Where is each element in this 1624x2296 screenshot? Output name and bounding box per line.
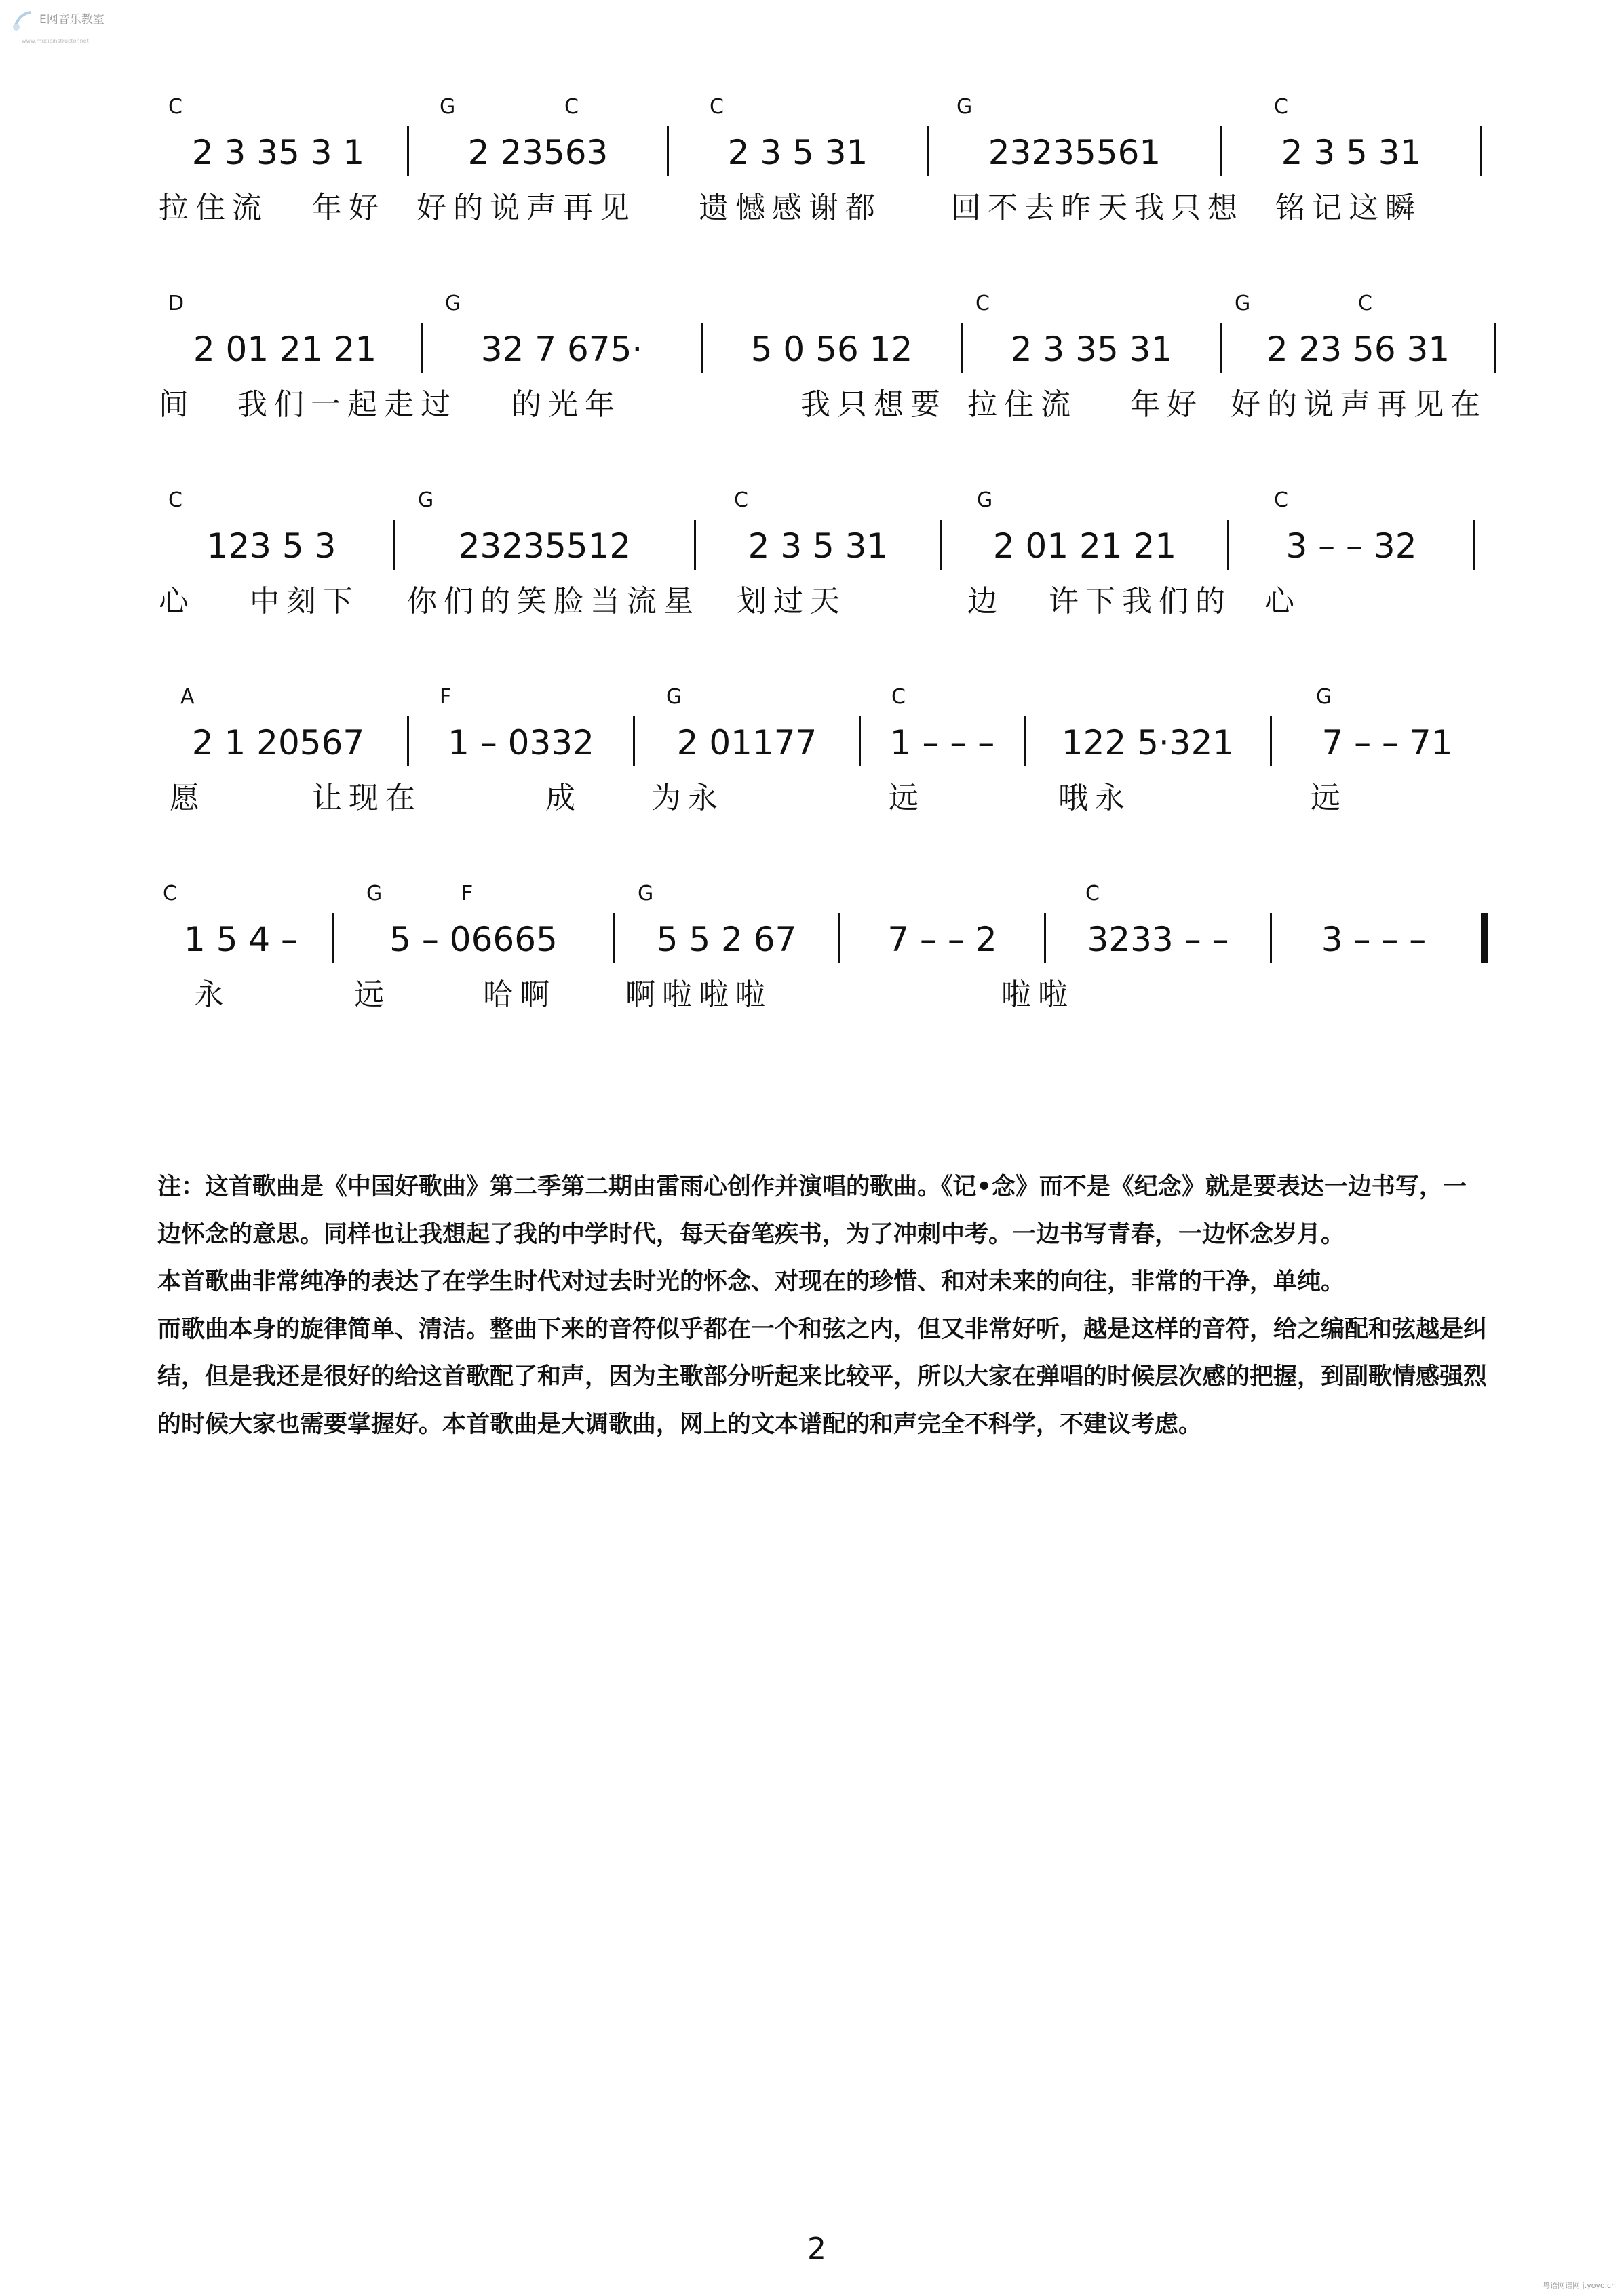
lyric: 拉住流 [967, 387, 1077, 422]
measure: 5 – 06665 [389, 920, 558, 959]
measure: 3233 – – [1087, 920, 1229, 959]
chord: G [366, 882, 383, 906]
note-paragraph: 而歌曲本身的旋律简单、清洁。整曲下来的音符似乎都在一个和弦之内，但又非常好听，越是这样的音符，给之编配和弦越是纠结，但是我还是很好的给这首歌配了和声，因为主歌部分听起来比较平，所以大家在弹唱的时候层次感的把握，到副歌情感强烈的时候大家也需要掌握好。本首歌曲是大调歌曲，网上的文本谱配的和声完全不科学，不建议考虑。 [157, 1316, 1488, 1438]
chord: G [977, 488, 993, 512]
measure: 5 0 56 12 [750, 330, 913, 369]
measure: 7 – – 2 [887, 920, 997, 959]
lyric: 远 [354, 977, 391, 1012]
bar-line [1473, 520, 1475, 570]
lyric: 啦啦 [1001, 977, 1075, 1012]
measure: 1 – 0332 [448, 723, 594, 762]
lyric: 好的说声再见 [417, 191, 636, 225]
final-bar-line [1481, 913, 1488, 963]
chord: G [1316, 685, 1332, 709]
lyric: 年好 [312, 191, 385, 225]
watermark: 粤语网谱网 j.yoyo.cn [1543, 2281, 1616, 2290]
chord: C [1274, 488, 1288, 512]
logo-url: www.musicinstructor.net [22, 38, 89, 44]
song-notes [157, 1163, 1487, 1448]
logo-text: E网音乐教室 [39, 13, 104, 26]
lyric: 边 [967, 584, 1004, 619]
measure: 2 3 35 3 1 [191, 133, 365, 172]
lyric: 我只想要 [800, 387, 947, 422]
measure: 2 3 5 31 [727, 133, 868, 172]
measure: 2 01 21 21 [193, 330, 377, 369]
lyric: 啊啦啦啦 [625, 977, 772, 1012]
chord: F [461, 882, 473, 906]
chord: G [418, 488, 434, 512]
measure: 23235512 [458, 526, 632, 566]
lyric: 永 [194, 977, 231, 1012]
chord: C [891, 685, 906, 709]
chord: C [1358, 292, 1372, 315]
lyric: 心 [1264, 584, 1301, 619]
music-note-icon [9, 7, 37, 34]
measure: 3 – – – [1321, 920, 1427, 959]
lyric: 划过天 [737, 584, 847, 619]
lyric: 远 [1311, 781, 1347, 815]
chord: C [168, 95, 182, 119]
lyric: 许下我们的 [1049, 584, 1232, 619]
measure: 7 – – 71 [1321, 723, 1453, 762]
chord: C [1085, 882, 1100, 906]
lyric: 间 [159, 387, 195, 422]
lyric: 拉住流 [159, 191, 269, 225]
measure: 32 7 675· [480, 330, 643, 369]
chord: F [440, 685, 452, 709]
lyric: 遗憾感谢都 [699, 191, 882, 225]
chord: G [666, 685, 682, 709]
measure: 2 01 21 21 [992, 526, 1177, 566]
lyric: 为永 [651, 781, 724, 815]
chord: C [1274, 95, 1288, 119]
measure: 123 5 3 [206, 526, 336, 566]
lyric: 让现在 [312, 781, 422, 815]
chord: C [564, 95, 579, 119]
chord: C [975, 292, 990, 315]
note-paragraph: 注：这首歌曲是《中国好歌曲》第二季第二期由雷雨心创作并演唱的歌曲。《记•念》而不是《纪念》就是要表达一边书写，一边怀念的意思。同样也让我想起了我的中学时代，每天奋笔疾书，为了冲刺中考。一边书写青春，一边怀念岁月。 [157, 1173, 1467, 1248]
chord: C [168, 488, 182, 512]
measure: 2 3 5 31 [1281, 133, 1422, 172]
lyric: 你们的笑脸当流星 [407, 584, 700, 619]
measure: 2 23563 [467, 133, 608, 172]
measure: 23235561 [988, 133, 1161, 172]
chord: A [180, 685, 195, 709]
lyric: 好的说声再见在 [1231, 387, 1487, 422]
chord: G [1235, 292, 1251, 315]
lyric: 的光年 [511, 387, 621, 422]
lyric: 回不去昨天我只想 [951, 191, 1244, 225]
chord: C [163, 882, 177, 906]
measure: 3 – – 32 [1285, 526, 1417, 566]
note-paragraph: 本首歌曲非常纯净的表达了在学生时代对过去时光的怀念、对现在的珍惜、和对未来的向往，非常的干净，单纯。 [157, 1268, 1345, 1296]
chord: G [956, 95, 973, 119]
lyric: 中刻下 [250, 584, 360, 619]
site-logo [9, 7, 138, 47]
chord: G [440, 95, 456, 119]
chord: D [168, 292, 185, 315]
lyric: 年好 [1130, 387, 1203, 422]
lyric: 我们一起走过 [237, 387, 457, 422]
lyric: 成 [545, 781, 582, 815]
lyric: 愿 [170, 781, 206, 815]
measure: 2 23 56 31 [1266, 330, 1450, 369]
measure: 2 1 20567 [191, 723, 365, 762]
bar-line [1494, 323, 1496, 373]
chord: G [638, 882, 654, 906]
chord: C [734, 488, 748, 512]
lyric: 铭记这瞬 [1275, 191, 1422, 225]
measure: 2 3 5 31 [748, 526, 889, 566]
chord: C [710, 95, 724, 119]
measure: 1 5 4 – [183, 920, 298, 959]
measure: 5 5 2 67 [656, 920, 797, 959]
chord: G [445, 292, 461, 315]
lyric: 哈啊 [483, 977, 556, 1012]
lyric: 远 [889, 781, 925, 815]
measure: 122 5·321 [1061, 723, 1235, 762]
page-number: 2 [807, 2232, 826, 2266]
measure: 2 3 35 31 [1010, 330, 1173, 369]
measure: 1 – – – [889, 723, 995, 762]
lyric: 心 [159, 584, 195, 619]
bar-line [1480, 126, 1482, 176]
measure: 2 01177 [676, 723, 817, 762]
lyric: 哦永 [1058, 781, 1132, 815]
